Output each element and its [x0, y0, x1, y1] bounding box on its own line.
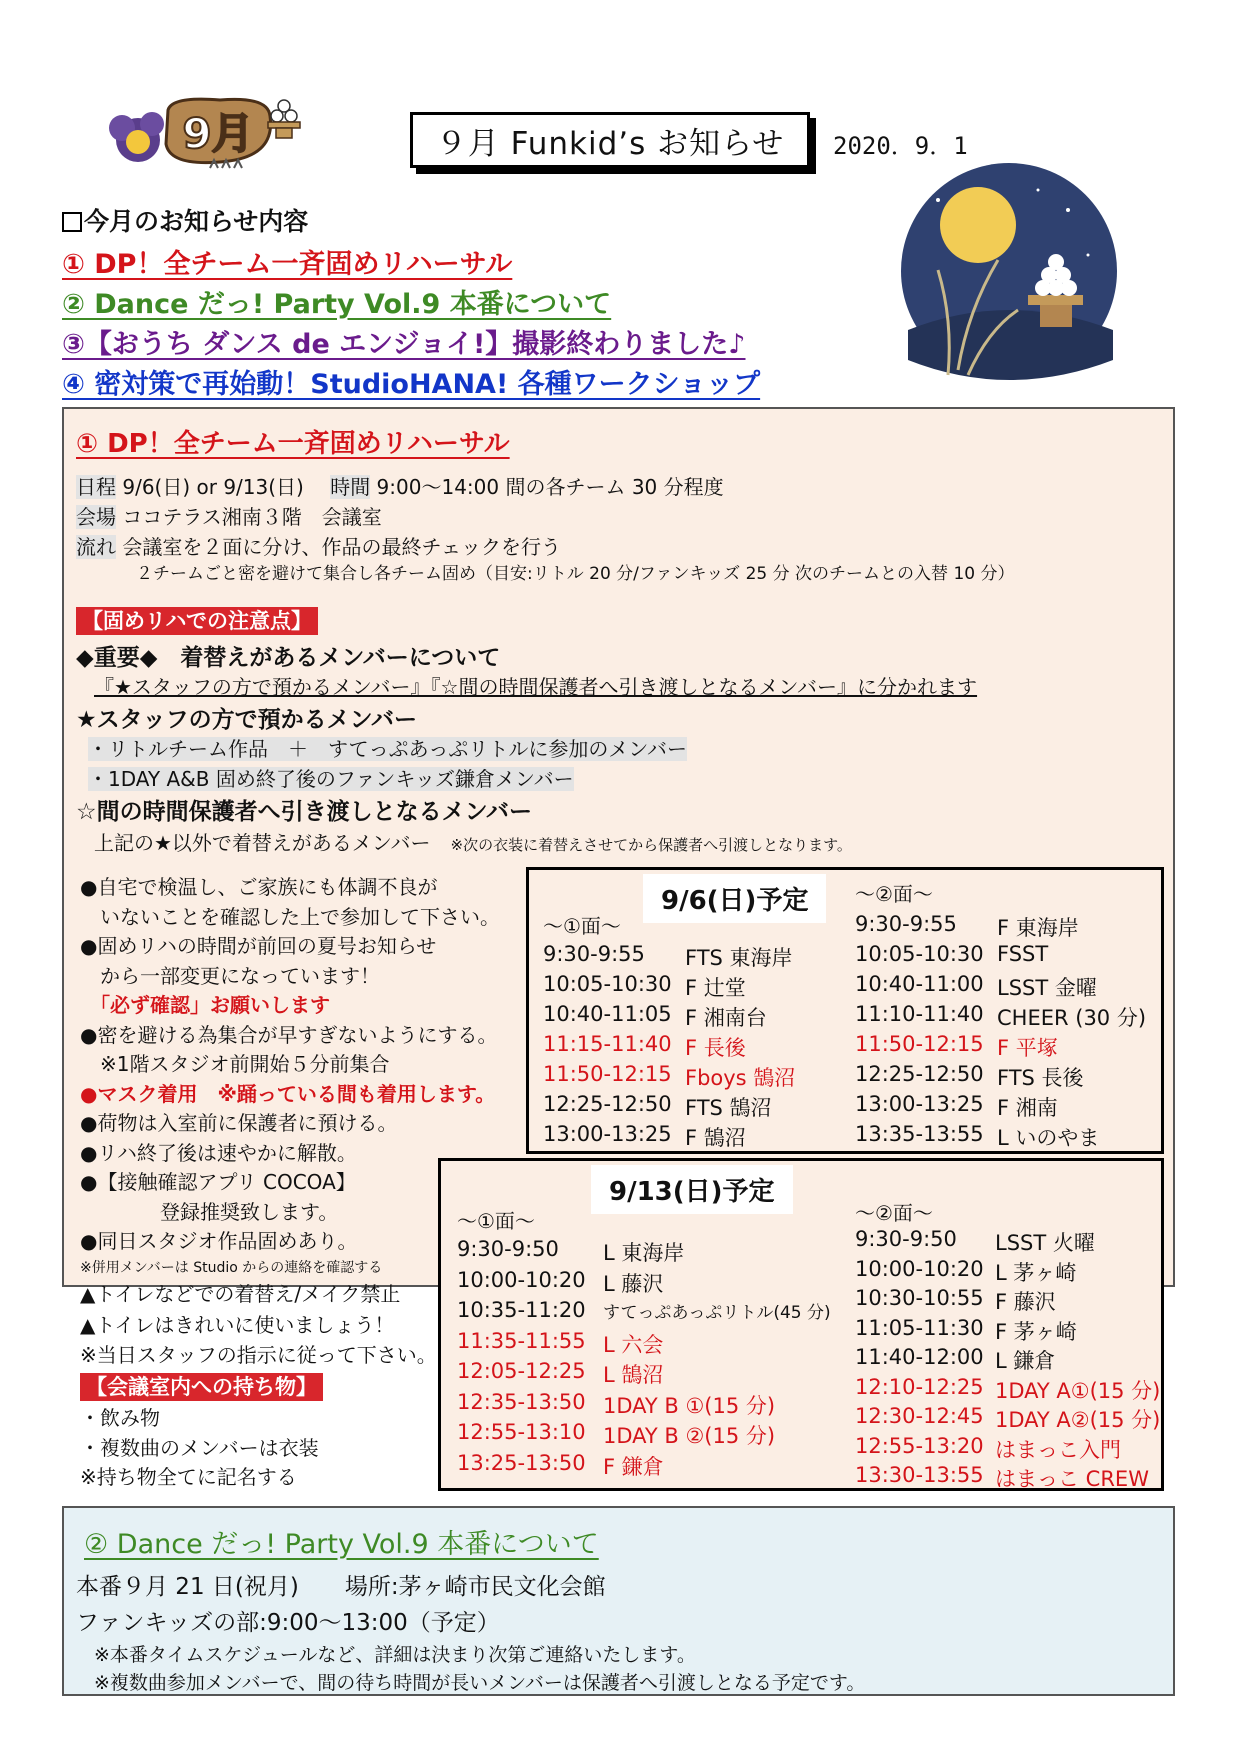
schedule-team: FTS 長後	[997, 1066, 1084, 1090]
section-title: ① DP！全チーム一斉固めリハーサル	[76, 429, 510, 459]
section-title: ② Dance だっ! Party Vol.9 本番について	[84, 1529, 599, 1560]
schedule-row	[855, 1286, 1056, 1316]
staff-heading: ★スタッフの方で預かるメンバー	[76, 707, 418, 733]
schedule-row	[457, 1237, 684, 1267]
moon-viewing-illustration	[898, 160, 1120, 382]
room1-label: ～①面～	[457, 1209, 535, 1233]
schedule-time: 9:30-9:50	[457, 1237, 559, 1261]
schedule-row	[855, 1404, 1160, 1434]
room2-label: ～②面～	[855, 882, 933, 906]
schedule-row	[543, 1002, 767, 1032]
schedule-row	[855, 1122, 1099, 1152]
schedule-row	[457, 1298, 831, 1328]
bullet-item: から一部変更になっています！	[80, 963, 380, 988]
schedule-team: L 茅ヶ崎	[995, 1260, 1077, 1285]
schedule-row	[457, 1390, 775, 1420]
flow-line: 流れ 会議室を２面に分け、作品の最終チェックを行う	[76, 535, 561, 559]
schedule-team: F 茅ヶ崎	[995, 1319, 1077, 1344]
schedule-team: F 東海岸	[997, 916, 1079, 940]
schedule-team: 1DAY A②(15 分)	[995, 1408, 1161, 1432]
schedule-team: CHEER (30 分)	[997, 1006, 1147, 1030]
schedule-team: F 平塚	[997, 1036, 1058, 1060]
bullet-item: ▲トイレはきれいに使いましょう！	[80, 1312, 395, 1337]
schedule-row	[855, 1227, 1095, 1257]
schedule-team: F 湘南台	[685, 1006, 767, 1030]
schedule-time: 13:00-13:25	[855, 1092, 984, 1116]
schedule-team: F 藤沢	[995, 1290, 1056, 1314]
schedule-time: 12:55-13:20	[855, 1433, 984, 1458]
schedule-time: 10:40-11:05	[543, 1002, 672, 1026]
toc-heading: 今月のお知らせ内容	[62, 202, 308, 238]
issue-date: 2020．9．1	[833, 132, 968, 160]
schedule-row	[855, 1463, 1149, 1493]
schedule-row	[855, 942, 1048, 972]
bullet-item: 「必ず確認」お願いします	[80, 993, 330, 1017]
guardian-heading: ☆間の時間保護者へ引き渡しとなるメンバー	[76, 799, 533, 825]
schedule-time: 11:40-12:00	[855, 1345, 984, 1369]
flow-line-2: ２チームごと密を避けて集合し各チーム固め（目安:リトル 20 分/ファンキッズ 25 分 次のチームとの入替 10 分）	[136, 564, 1015, 584]
bring-item: ・飲み物	[80, 1406, 160, 1430]
bullet-item: ●荷物は入室前に保護者に預ける。	[80, 1111, 398, 1135]
schedule-time: 10:05-10:30	[855, 942, 984, 966]
schedule-team: 1DAY A①(15 分)	[995, 1378, 1161, 1403]
schedule-time: 10:05-10:30	[543, 972, 672, 996]
schedule-team: LSST 金曜	[997, 976, 1097, 1000]
schedule-row	[855, 1032, 1058, 1062]
schedule-time: 10:35-11:20	[457, 1298, 586, 1322]
bullet-item: ※併用メンバーは Studio からの連絡を確認する	[80, 1259, 383, 1276]
bullet-item: ●自宅で検温し、ご家族にも体調不良が	[80, 875, 438, 899]
month-badge-illustration	[100, 88, 310, 178]
schedule-time: 12:10-12:25	[855, 1374, 984, 1399]
schedule-time: 11:10-11:40	[855, 1002, 984, 1026]
schedule-time: 9:30-9:50	[855, 1227, 957, 1251]
schedule-time: 10:40-11:00	[855, 972, 984, 996]
schedule-row	[457, 1329, 663, 1359]
schedule-row	[543, 972, 746, 1002]
room1-label: ～①面～	[543, 914, 621, 938]
bullet-item: ●リハ終了後は速やかに解散。	[80, 1140, 357, 1165]
schedule-team: LSST 火曜	[995, 1231, 1095, 1255]
schedule-team: FSST	[997, 942, 1049, 966]
schedule-time: 13:25-13:50	[457, 1450, 586, 1475]
schedule-team: はまっこ入門	[995, 1437, 1121, 1462]
toc-item-ouchi-dance[interactable]: ③【おうち ダンス de エンジョイ!】撮影終わりました♪	[62, 329, 746, 360]
schedule-sep6	[526, 867, 1164, 1154]
schedule-team: 1DAY B ①(15 分)	[603, 1393, 776, 1418]
schedule-time: 12:05-12:25	[457, 1359, 586, 1383]
schedule-team: F 湘南	[997, 1096, 1058, 1120]
schedule-row	[543, 1092, 772, 1122]
room2-label: ～②面～	[855, 1201, 933, 1225]
bullet-item: ●密を避ける為集合が早すぎないようにする。	[80, 1022, 498, 1047]
schedule-row	[457, 1359, 663, 1389]
venue-line: 会場 ココテラス湘南３階 会議室	[76, 505, 382, 529]
schedule-row	[543, 942, 793, 972]
notes-label: 【固めリハでの注意点】	[76, 605, 318, 635]
bring-item: ※持ち物全てに記名する	[80, 1465, 297, 1489]
schedule-team: はまっこ CREW	[995, 1467, 1149, 1491]
page-title: ９月 Funkid’s お知らせ	[410, 112, 810, 168]
schedule-row	[855, 1375, 1160, 1405]
bullet-list	[80, 873, 500, 1493]
schedule-row	[855, 1092, 1058, 1122]
bring-item: ・複数曲のメンバーは衣装	[80, 1435, 319, 1460]
bullet-item: ●固めリハの時間が前回の夏号お知らせ	[80, 934, 437, 958]
toc-item-rehearsal[interactable]: ① DP！全チーム一斉固めリハーサル	[62, 249, 513, 280]
bring-label: 【会議室内への持ち物】	[80, 1373, 323, 1401]
schedule-time: 12:55-13:10	[457, 1420, 586, 1444]
toc-item-dance-party[interactable]: ② Dance だっ! Party Vol.9 本番について	[62, 289, 612, 320]
schedule-row	[855, 1062, 1084, 1092]
bullet-item: いないことを確認した上で参加して下さい。	[80, 904, 500, 929]
schedule-title: 9/6(日)予定	[643, 874, 826, 923]
schedule-time: 11:15-11:40	[543, 1032, 672, 1056]
schedule-time: 13:00-13:25	[543, 1122, 672, 1146]
schedule-row	[855, 1002, 1146, 1032]
bullet-item: 登録推奨致します。	[80, 1199, 339, 1224]
rehearsal-section	[62, 407, 1175, 1491]
schedule-team: すてっぷあっぷリトル(45 分)	[603, 1303, 831, 1323]
schedule-team: L 鵠沼	[603, 1363, 664, 1387]
staff-item: ・リトルチーム作品 ＋ すてっぷあっぷリトルに参加のメンバー	[88, 737, 687, 761]
checkbox-icon	[62, 212, 82, 232]
bullet-item: ▲トイレなどでの着替え/メイク禁止	[80, 1281, 401, 1306]
performance-note: ※複数曲参加メンバーで、間の待ち時間が長いメンバーは保護者へ引渡しとなる予定です。	[94, 1672, 866, 1694]
schedule-time: 13:30-13:55	[855, 1463, 984, 1487]
performance-time-line: ファンキッズの部:9:00～13:00（予定）	[76, 1610, 500, 1636]
schedule-time: 12:30-12:45	[855, 1404, 984, 1428]
schedule-row	[543, 1062, 795, 1092]
toc-item-workshop[interactable]: ④ 密対策で再始動！StudioHANA! 各種ワークショップ	[62, 369, 761, 400]
schedule-time: 11:05-11:30	[855, 1315, 984, 1340]
schedule-team: L 藤沢	[603, 1271, 664, 1296]
bullet-item: ●マスク着用 ※踊っている間も着用します。	[80, 1081, 496, 1106]
schedule-row	[855, 912, 1079, 942]
dance-party-section	[62, 1506, 1175, 1696]
schedule-title: 9/13(日)予定	[591, 1165, 793, 1214]
schedule-time: 13:35-13:55	[855, 1122, 984, 1146]
schedule-row	[543, 1032, 746, 1062]
schedule-time: 9:30-9:55	[855, 912, 957, 936]
guardian-note: 上記の★以外で着替えがあるメンバー ※次の衣装に着替えさせてから保護者へ引渡しとなります。	[94, 831, 852, 855]
schedule-team: F 長後	[685, 1036, 746, 1060]
schedule-time: 11:35-11:55	[457, 1328, 586, 1353]
performance-date-line: 本番９月 21 日(祝月) 場所:茅ヶ崎市民文化会館	[76, 1574, 606, 1600]
schedule-row	[457, 1268, 663, 1298]
important-subtext: 『★スタッフの方で預かるメンバー』『☆間の時間保護者へ引き渡しとなるメンバー』に分かれます	[94, 675, 978, 699]
schedule-time: 10:00-10:20	[855, 1256, 984, 1281]
schedule-row	[543, 1122, 746, 1152]
schedule-row	[855, 1316, 1077, 1346]
schedule-time: 10:30-10:55	[855, 1286, 984, 1310]
schedule-team: Fboys 鵠沼	[685, 1066, 796, 1090]
schedule-time: 12:35-13:50	[457, 1389, 586, 1414]
schedule-team: FTS 東海岸	[685, 946, 793, 970]
schedule-row	[855, 1345, 1055, 1375]
schedule-time: 9:30-9:55	[543, 942, 645, 966]
schedule-row	[855, 972, 1097, 1002]
schedule-team: L 六会	[603, 1332, 664, 1357]
bullet-item: ※当日スタッフの指示に従って下さい。	[80, 1342, 437, 1367]
schedule-row	[457, 1420, 775, 1450]
schedule-team: F 辻堂	[685, 976, 746, 1000]
schedule-time: 10:00-10:20	[457, 1267, 586, 1292]
schedule-row	[457, 1451, 664, 1481]
bullet-item: ※1階スタジオ前開始５分前集合	[80, 1052, 390, 1076]
schedule-line: 日程 9/6(日) or 9/13(日) 時間 9:00～14:00 間の各チーム 30 分程度	[76, 475, 724, 499]
month-badge-text: 9月	[182, 109, 254, 158]
bullet-item: ●同日スタジオ作品固めあり。	[80, 1229, 358, 1253]
schedule-time: 11:50-12:15	[543, 1062, 672, 1086]
schedule-row	[855, 1434, 1121, 1464]
staff-item: ・1DAY A&B 固め終了後のファンキッズ鎌倉メンバー	[88, 767, 574, 791]
bullet-item: ●【接触確認アプリ COCOA】	[80, 1170, 356, 1194]
schedule-team: FTS 鵠沼	[685, 1096, 772, 1120]
schedule-sep13	[438, 1158, 1164, 1491]
schedule-team: F 鵠沼	[685, 1126, 746, 1150]
schedule-team: 1DAY B ②(15 分)	[603, 1424, 776, 1448]
performance-note: ※本番タイムスケジュールなど、詳細は決まり次第ご連絡いたします。	[94, 1644, 696, 1666]
schedule-team: L いのやま	[997, 1126, 1100, 1150]
schedule-team: F 鎌倉	[603, 1454, 664, 1479]
schedule-time: 11:50-12:15	[855, 1032, 984, 1056]
schedule-team: L 鎌倉	[995, 1349, 1056, 1373]
schedule-team: L 東海岸	[603, 1241, 685, 1265]
schedule-time: 12:25-12:50	[543, 1092, 672, 1116]
schedule-row	[855, 1257, 1076, 1287]
schedule-time: 12:25-12:50	[855, 1062, 984, 1086]
important-heading: ◆重要◆ 着替えがあるメンバーについて	[76, 645, 501, 671]
